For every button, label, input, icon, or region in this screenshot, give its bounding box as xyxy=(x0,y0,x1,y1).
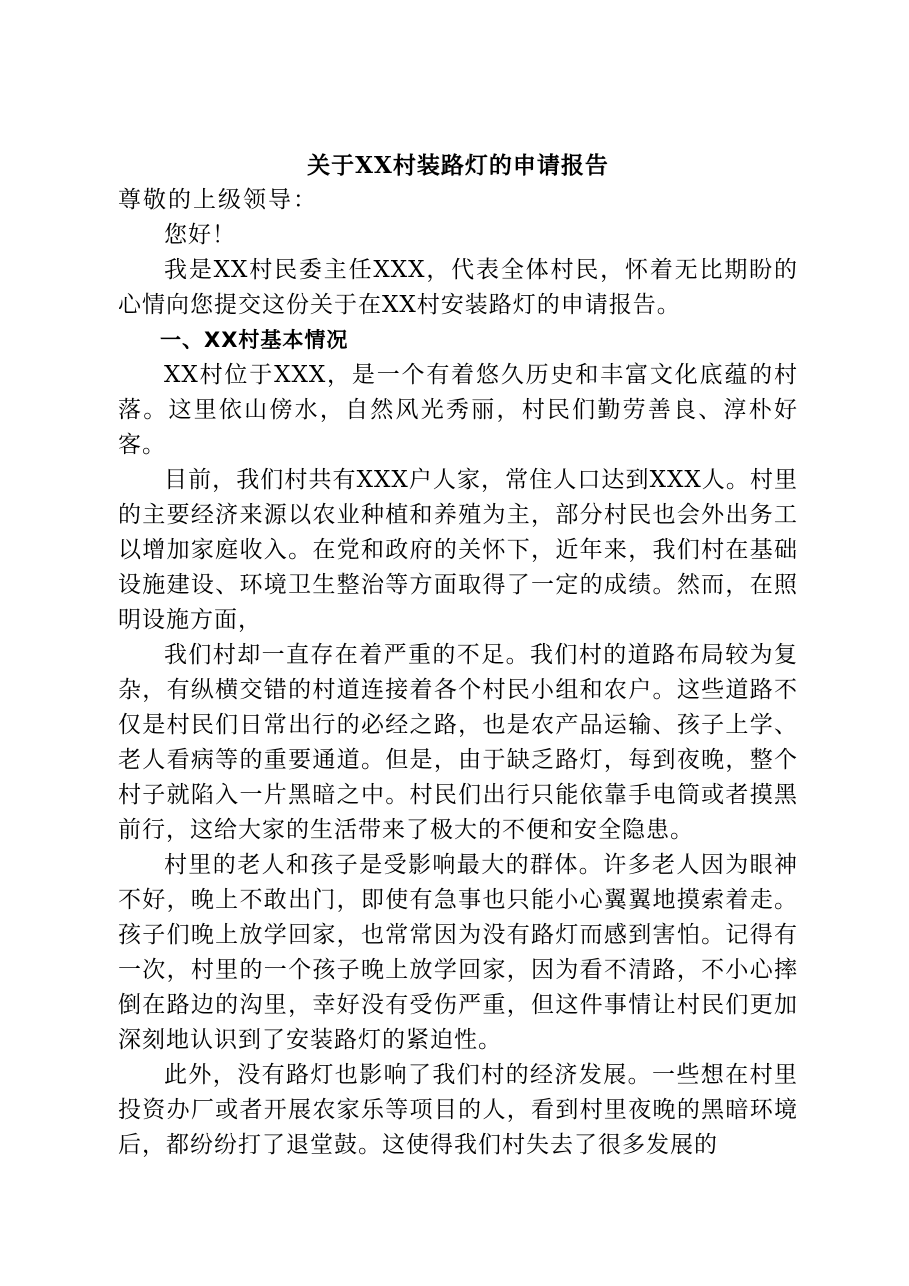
document-title: 关于XX村装路灯的申请报告 xyxy=(307,152,609,179)
body-paragraph-5: 此外，没有路灯也影响了我们村的经济发展。一些想在村里投资办厂或者开展农家乐等项目的人，看到村里夜晚的黑暗环境后，都纷纷打了退堂鼓。这使得我们村失去了很多发展的 xyxy=(118,1062,798,1158)
greeting: 您好！ xyxy=(164,222,236,248)
body-paragraph-4: 村里的老人和孩子是受影响最大的群体。许多老人因为眼神不好，晚上不敢出门，即使有急事也只能小心翼翼地摸索着走。孩子们晚上放学回家，也常常因为没有路灯而感到害怕。记得有一次，村里的一个孩子晚上放学回家，因为看不清路，不小心摔倒在路边的沟里，幸好没有受伤严重，但这件事情让村民们更加深刻地认识到了安装路灯的紧迫性。 xyxy=(118,852,798,1053)
document-body xyxy=(118,148,798,1163)
section-heading: 一、XX村基本情况 xyxy=(160,328,349,352)
body-paragraph-3: 我们村却一直存在着严重的不足。我们村的道路布局较为复杂，有纵横交错的村道连接着各个村民小组和农户。这些道路不仅是村民们日常出行的必经之路，也是农产品运输、孩子上学、老人看病等的重要通道。但是，由于缺乏路灯，每到夜晚，整个村子就陷入一片黑暗之中。村民们出行只能依靠手电筒或者摸黑前行，这给大家的生活带来了极大的不便和安全隐患。 xyxy=(118,642,798,843)
body-paragraph-2: 目前，我们村共有XXX户人家，常住人口达到XXX人。村里的主要经济来源以农业种植和养殖为主，部分村民也会外出务工以增加家庭收入。在党和政府的关怀下，近年来，我们村在基础设施建设、环境卫生整治等方面取得了一定的成绩。然而，在照明设施方面， xyxy=(118,467,798,633)
salutation: 尊敬的上级领导： xyxy=(118,187,318,213)
intro-paragraph: 我是XX村民委主任XXX，代表全体村民，怀着无比期盼的心情向您提交这份关于在XX村安装路灯的申请报告。 xyxy=(118,257,798,318)
body-paragraph-1: XX村位于XXX，是一个有着悠久历史和丰富文化底蕴的村落。这里依山傍水，自然风光秀丽，村民们勤劳善良、淳朴好客。 xyxy=(118,362,798,458)
